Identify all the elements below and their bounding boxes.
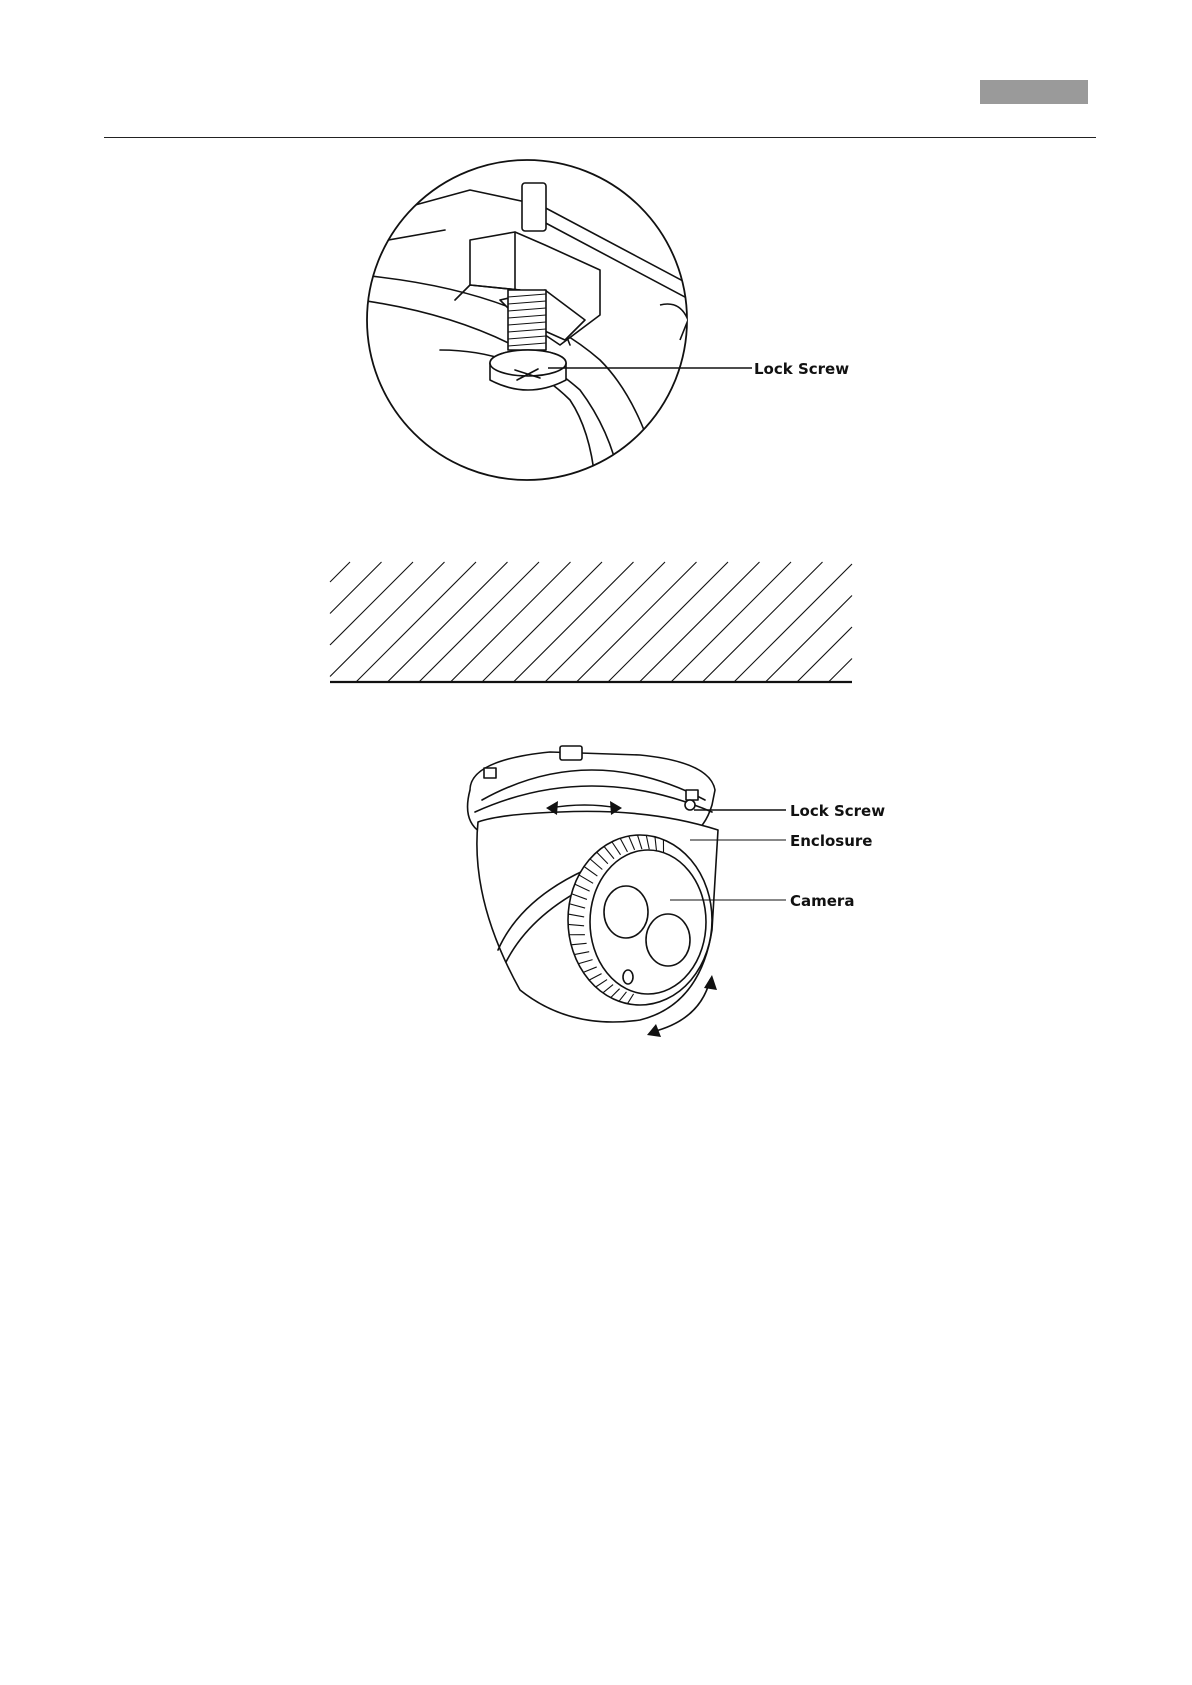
hatch-line <box>577 562 697 682</box>
hatch-line <box>330 562 382 614</box>
camera-label: Camera <box>790 892 855 910</box>
lock-screw-2-label: Lock Screw <box>790 802 886 820</box>
ceiling-hatch-figure <box>330 562 852 682</box>
hatch-line <box>608 562 728 682</box>
screw-thread <box>508 290 546 350</box>
hatch-line <box>766 596 853 683</box>
lens-left <box>604 886 648 938</box>
hatch-line <box>545 562 665 682</box>
hatch-line <box>703 562 823 682</box>
hatch-line <box>330 562 413 645</box>
hatch-line <box>388 562 508 682</box>
hatch-line <box>419 562 539 682</box>
hatch-line <box>640 562 760 682</box>
lock-screw-label: Lock Screw <box>754 360 850 378</box>
hatch-line <box>829 659 853 683</box>
hatch-line <box>514 562 634 682</box>
turret-camera-figure <box>468 746 886 1037</box>
hatch-line <box>797 627 852 682</box>
sensor <box>623 970 633 984</box>
hatch-line <box>671 562 791 682</box>
hatch-line <box>330 562 350 582</box>
enclosure-label: Enclosure <box>790 832 873 850</box>
hatch-line <box>330 562 445 677</box>
lock-screw-detail-figure <box>360 160 849 480</box>
hatch-line <box>482 562 602 682</box>
post <box>522 183 546 231</box>
hatch-line <box>734 564 852 682</box>
hatch-line <box>451 562 571 682</box>
lens-right <box>646 914 690 966</box>
hatch-line <box>356 562 476 682</box>
